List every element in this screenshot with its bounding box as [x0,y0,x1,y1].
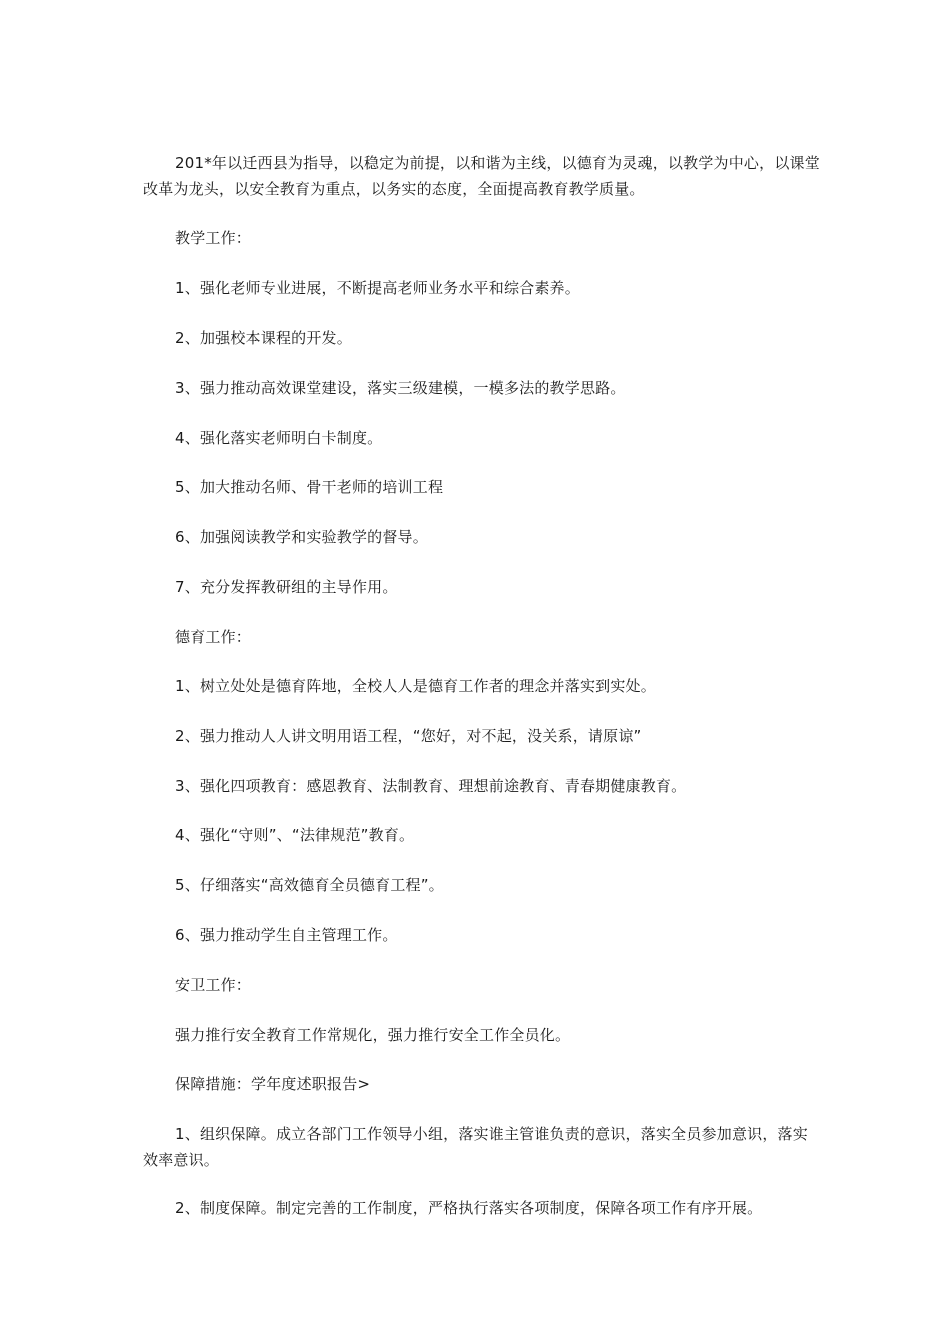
moral-item-4: 4、强化“守则”、“法律规范”教育。 [175,826,415,844]
safety-heading: 安卫工作： [175,976,252,994]
moral-heading: 德育工作： [175,628,252,646]
teaching-item-5: 5、加大推动名师、骨干老师的培训工程 [175,478,444,496]
guarantee-item-1: 1、组织保障。成立各部门工作领导小组，落实谁主管谁负责的意识，落实全员参加意识，落实效率意识。 [143,1125,808,1169]
intro-paragraph: 201*年以迁西县为指导，以稳定为前提，以和谐为主线，以德育为灵魂，以教学为中心，以课堂改革为龙头，以安全教育为重点，以务实的态度，全面提高教育教学质量。 [143,154,820,198]
teaching-item-1: 1、强化老师专业进展，不断提高老师业务水平和综合素养。 [175,279,580,297]
teaching-item-4: 4、强化落实老师明白卡制度。 [175,429,383,447]
safety-text: 强力推行安全教育工作常规化，强力推行安全工作全员化。 [175,1026,571,1044]
guarantee-item-2: 2、制度保障。制定完善的工作制度，严格执行落实各项制度，保障各项工作有序开展。 [175,1199,763,1217]
teaching-item-6: 6、加强阅读教学和实验教学的督导。 [175,528,428,546]
moral-item-1: 1、树立处处是德育阵地，全校人人是德育工作者的理念并落实到实处。 [175,677,656,695]
teaching-item-3: 3、强力推动高效课堂建设，落实三级建模，一模多法的教学思路。 [175,379,626,397]
teaching-item-2: 2、加强校本课程的开发。 [175,329,352,347]
teaching-heading: 教学工作： [175,229,252,247]
moral-item-6: 6、强力推动学生自主管理工作。 [175,926,398,944]
guarantee-heading: 保障措施：学年度述职报告> [175,1075,371,1093]
moral-item-5: 5、仔细落实“高效德育全员德育工程”。 [175,876,444,894]
teaching-item-7: 7、充分发挥教研组的主导作用。 [175,578,398,596]
moral-item-2: 2、强力推动人人讲文明用语工程，“您好，对不起，没关系，请原谅” [175,727,642,745]
moral-item-3: 3、强化四项教育：感恩教育、法制教育、理想前途教育、青春期健康教育。 [175,777,687,795]
